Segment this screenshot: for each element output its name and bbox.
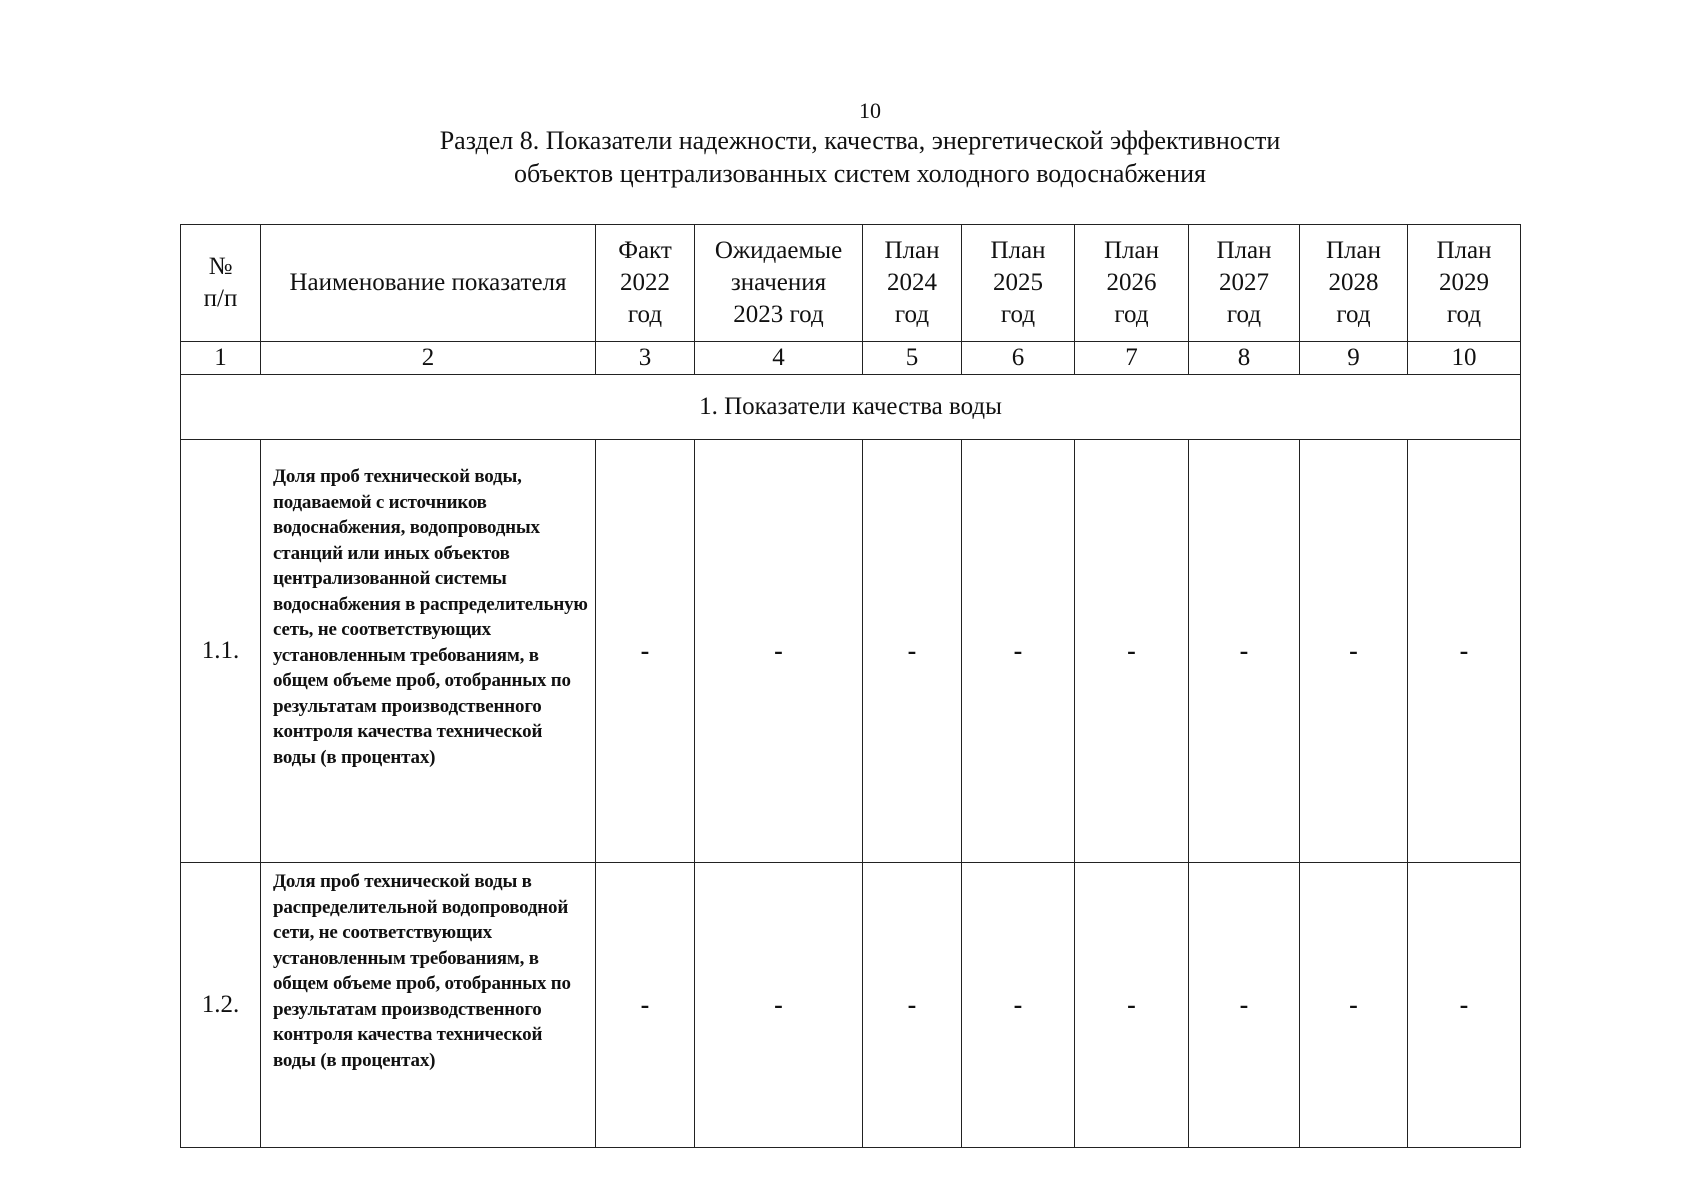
header-indicator-name: Наименование показателя bbox=[261, 225, 596, 342]
row-value: - bbox=[596, 440, 695, 863]
header-expected-2023: Ожидаемые значения 2023 год bbox=[695, 225, 863, 342]
column-number: 9 bbox=[1300, 342, 1408, 375]
row-indicator-name: Доля проб технической воды, подаваемой с источников водоснабжения, водопроводных станций или иных объектов централизованной системы водоснабжения в распределительную сеть, не соответствующих установленным требованиям, в общем объеме проб, отобранных по результатам производственного контроля качества технической воды (в процентах) bbox=[261, 440, 596, 863]
header-plan-2027: План 2027 год bbox=[1189, 225, 1300, 342]
row-value: - bbox=[1189, 440, 1300, 863]
column-number: 3 bbox=[596, 342, 695, 375]
row-value: - bbox=[596, 863, 695, 1148]
header-plan-2028: План 2028 год bbox=[1300, 225, 1408, 342]
page-number: 10 bbox=[859, 98, 881, 123]
row-indicator-name: Доля проб технической воды в распределительной водопроводной сети, не соответствующих установленным требованиям, в общем объеме проб, отобранных по результатам производственного контроля качества технической воды (в процентах) bbox=[261, 863, 596, 1148]
row-number: 1.1. bbox=[181, 440, 261, 863]
section-title: 1. Показатели качества воды bbox=[181, 375, 1521, 440]
column-number-row bbox=[181, 342, 1521, 375]
title-line-1: Раздел 8. Показатели надежности, качества, энергетической эффективности bbox=[439, 126, 1281, 155]
column-number: 6 bbox=[962, 342, 1075, 375]
row-value: - bbox=[695, 863, 863, 1148]
header-plan-2025: План 2025 год bbox=[962, 225, 1075, 342]
row-value: - bbox=[695, 440, 863, 863]
column-number: 10 bbox=[1408, 342, 1521, 375]
row-value: - bbox=[1300, 863, 1408, 1148]
header-fact-2022: Факт 2022 год bbox=[596, 225, 695, 342]
header-plan-2029: План 2029 год bbox=[1408, 225, 1521, 342]
table-row bbox=[181, 863, 1521, 1148]
row-value: - bbox=[1189, 863, 1300, 1148]
header-plan-2024: План 2024 год bbox=[863, 225, 962, 342]
header-row bbox=[181, 225, 1521, 342]
document-title bbox=[280, 124, 1440, 190]
row-number: 1.2. bbox=[181, 863, 261, 1148]
row-value: - bbox=[1408, 863, 1521, 1148]
column-number: 2 bbox=[261, 342, 596, 375]
row-value: - bbox=[1075, 863, 1189, 1148]
column-number: 7 bbox=[1075, 342, 1189, 375]
header-plan-2026: План 2026 год bbox=[1075, 225, 1189, 342]
row-value: - bbox=[863, 440, 962, 863]
column-number: 8 bbox=[1189, 342, 1300, 375]
section-row bbox=[181, 375, 1521, 440]
row-value: - bbox=[863, 863, 962, 1148]
table-row bbox=[181, 440, 1521, 863]
row-value: - bbox=[1408, 440, 1521, 863]
row-value: - bbox=[1300, 440, 1408, 863]
header-number: № п/п bbox=[181, 225, 261, 342]
row-value: - bbox=[962, 863, 1075, 1148]
indicators-table bbox=[180, 224, 1521, 1148]
column-number: 4 bbox=[695, 342, 863, 375]
row-value: - bbox=[962, 440, 1075, 863]
title-line-2: объектов централизованных систем холодного водоснабжения bbox=[514, 159, 1206, 188]
column-number: 1 bbox=[181, 342, 261, 375]
column-number: 5 bbox=[863, 342, 962, 375]
row-value: - bbox=[1075, 440, 1189, 863]
